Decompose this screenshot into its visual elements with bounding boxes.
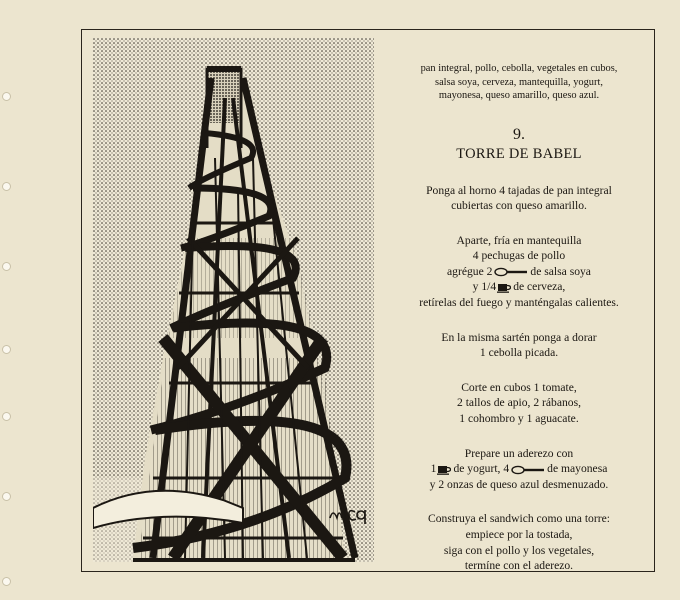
instruction-line: En la misma sartén ponga a dorar [441,330,597,344]
instruction-paragraph [385,446,653,493]
binder-hole [2,92,11,101]
instruction-line [385,279,653,295]
tower-of-babel-illustration [93,38,374,562]
instruction-text: 1 [430,462,437,476]
spoon-icon [494,267,528,277]
ingredients-line: mayonesa, queso amarillo, queso azul. [438,90,600,101]
instruction-line: Corte en cubos 1 tomate, [461,380,577,394]
instruction-line: 1 cebolla picada. [479,346,559,360]
instruction-line: retírelas del fuego y manténgalas calientes. [419,296,619,310]
instruction-text: y 1/4 [472,280,497,294]
binder-hole [2,262,11,271]
binder-hole [2,577,11,586]
ingredients-line: pan integral, pollo, cebolla, vegetales en cubos, [420,63,618,74]
binder-hole [2,492,11,501]
instruction-paragraph [385,330,653,361]
instruction-line: 1 cohombro y 1 aguacate. [459,412,579,426]
instruction-text: de mayonesa [547,462,608,476]
recipe-text-column [385,62,653,574]
instruction-line: 2 tallos de apio, 2 rábanos, [457,396,581,410]
ingredients-line: salsa soya, cerveza, mantequilla, yogurt, [435,76,603,88]
instruction-line: Ponga al horno 4 tajadas de pan integral [426,183,612,197]
recipe-number: 9. [513,125,525,143]
instruction-text: agrégue 2 [447,264,493,278]
instruction-paragraph [385,183,653,214]
instruction-paragraph [385,233,653,311]
spoon-icon [511,465,545,475]
instruction-line: cubiertas con queso amarillo. [451,199,587,213]
instruction-line: siga con el pollo y los vegetales, [443,543,595,557]
cup-icon [437,465,451,475]
cup-icon [497,283,511,293]
instruction-text: de cerveza, [513,280,566,294]
ingredients-list [385,62,653,103]
instruction-paragraph [385,380,653,427]
instruction-line: Aparte, fría en mantequilla [456,233,582,247]
instruction-line: Prepare un aderezo con [464,446,574,460]
instruction-line: termíne con el aderezo. [464,559,574,573]
instruction-line [385,264,653,280]
instruction-line: empiece por la tostada, [465,528,573,541]
binder-hole [2,345,11,354]
binder-hole [2,182,11,191]
instruction-line: Construya el sandwich como una torre: [428,512,610,526]
recipe-title: TORRE DE BABEL [456,145,582,162]
instruction-text: de salsa soya [530,264,591,278]
instruction-line [385,461,653,477]
instruction-paragraph [385,511,653,573]
instruction-text: de yogurt, 4 [453,462,510,476]
tower-illustration-svg [93,38,374,562]
binder-hole [2,412,11,421]
instruction-line: y 2 onzas de queso azul desmenuzado. [429,477,609,491]
instruction-line: 4 pechugas de pollo [472,249,566,263]
